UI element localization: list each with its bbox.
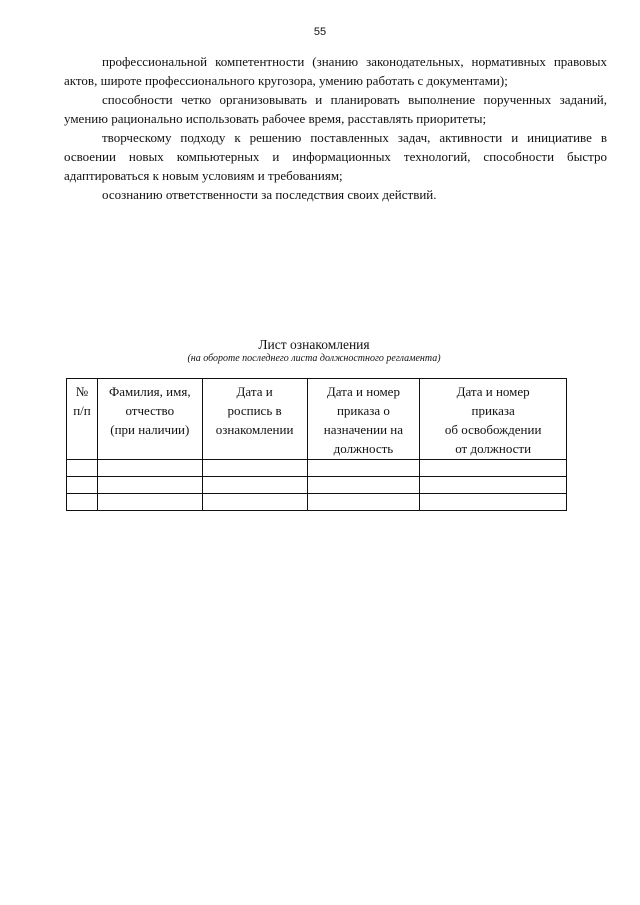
paragraph: осознанию ответственности за последствия своих действий. [102,187,437,202]
sheet-title: Лист ознакомления [258,337,370,352]
sheet-subtitle: (на обороте последнего листа должностного регламента) [187,353,441,364]
table-cell [67,477,98,494]
paragraph: способности четко организовывать и планировать выполнение порученных заданий, умению рационально использовать рабочее время, расставлять приоритеты; [64,92,607,126]
table-cell [202,460,307,477]
header-line: назначении на [323,422,404,437]
table-cell [67,460,98,477]
header-line: Дата и [236,384,273,399]
header-line: об освобождении [444,422,542,437]
header-line: Дата и номер [326,384,400,399]
table-cell [202,477,307,494]
header-line: п/п [73,403,91,418]
table-cell [202,494,307,511]
col-signature-header [202,379,307,460]
header-line: ознакомлении [215,422,294,437]
col-name-header [97,379,202,460]
table-cell [420,477,567,494]
table-cell [307,460,420,477]
table-row [67,460,567,477]
header-line: от должности [455,441,532,456]
paragraph: творческому подходу к решению поставленных задач, активности и инициативе в освоении новых компьютерных и информационных технологий, способности быстро адаптироваться к новым условиям и требованиям; [64,130,607,183]
header-line: роспись в [227,403,282,418]
table-cell [67,494,98,511]
table-cell [97,477,202,494]
acknowledgement-table [66,378,567,511]
table-cell [307,477,420,494]
table-cell [420,460,567,477]
table-cell [420,494,567,511]
table-header-row [67,379,567,460]
header-line: отчество [125,403,175,418]
header-line: приказа о [336,403,390,418]
table-row [67,477,567,494]
page-number: 55 [313,26,327,38]
header-line: должность [333,441,394,456]
header-line: (при наличии) [110,422,190,437]
table-cell [97,494,202,511]
header-line: № [75,384,89,399]
header-line: Дата и номер [456,384,530,399]
col-number-header [67,379,98,460]
header-line: приказа [471,403,515,418]
header-line: Фамилия, имя, [109,384,191,399]
col-dismissal-header [420,379,567,460]
table-row [67,494,567,511]
body-text [64,52,607,204]
table-cell [97,460,202,477]
table-cell [307,494,420,511]
paragraph: профессиональной компетентности (знанию законодательных, нормативных правовых актов, широте профессионального кругозора, умению работать с документами); [64,54,607,88]
col-appointment-header [307,379,420,460]
